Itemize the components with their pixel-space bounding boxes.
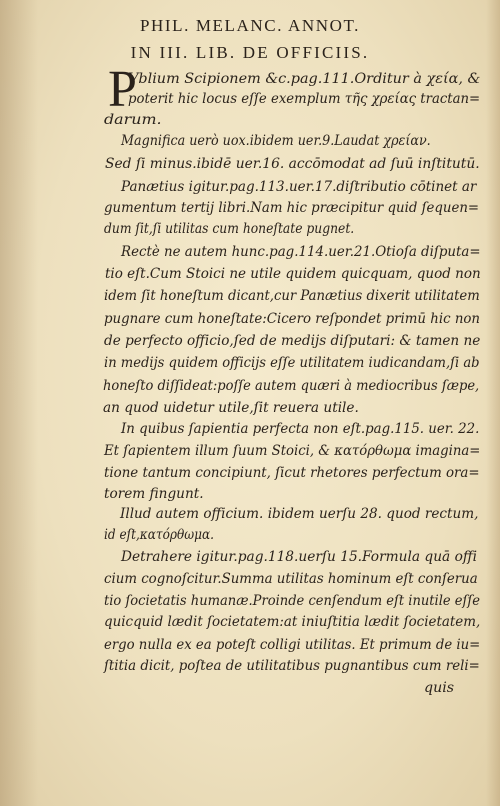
text-line: cium cognoſcitur.Summa utilitas hominum eſt conſerua [104,571,478,587]
text-line: darum. [104,112,162,128]
text-line: tio ſocietatis humanæ.Proinde cenſendum eſt inutile eſſe [104,593,480,609]
text-line: pugnare cum honeſtate:Cicero reſpondet primū hic non [104,311,481,327]
text-line: ergo nulla ex ea poteſt colligi utilitas. Et primum de iu= [104,637,481,653]
text-line: Detrahere igitur.pag.118.uerſu 15.Formula quā offi [121,549,477,565]
text-line: dum ſit,ſi utilitas cum honeſtate pugnet. [104,221,355,237]
text-line: de perfecto officio,ſed de medijs diſputari: & tamen ne [104,333,481,349]
text-line: quicquid lædit ſocietatem:at iniuſtitia lædit ſocietatem, [104,614,481,630]
text-line: in medijs quidem officijs eſſe utilitatem iudicandam,ſi ab [104,355,480,371]
drop-cap: P [108,61,137,118]
text-line: Panætius igitur.pag.113.uer.17.diſtributio cōtinet ar [121,179,477,195]
text-line: tione tantum concipiunt, ſicut rhetores perfectum ora= [104,465,480,481]
text-line: an quod uidetur utile,ſit reuera utile. [103,400,359,416]
text-line: id eſt,κατόρθωμα. [104,527,215,543]
text-line: honeſto diſſideat:poſſe autem quæri à mediocribus ſæpe, [103,378,480,394]
text-line: Magnifica uerò uox.ibidem uer.9.Laudat χρείαν. [121,133,431,149]
text-line: In quibus ſapientia perfecta non eſt.pag.115. uer. 22. [121,421,480,437]
text-line: Vblium Scipionem &c.pag.111.Orditur à χεία, & [128,71,481,87]
section-title: IN III. LIB. DE OFFICIIS. [130,43,370,62]
text-line: torem fingunt. [104,486,204,502]
text-line: idem ſit honeſtum dicant,cur Panætius dixerit utilitatem [104,288,480,304]
page-edge-shadow [486,0,500,806]
spine-shadow [0,0,38,806]
text-line: poterit hic locus eſſe exemplum τῆς χρείας tractan= [128,91,481,107]
text-line: Illud autem officium. ibidem uerſu 28. quod rectum, [120,506,479,522]
text-line: gumentum tertij libri.Nam hic præcipitur quid ſequen= [104,200,480,216]
catchword: quis [424,680,455,696]
text-line: tio eſt.Cum Stoici ne utile quidem quicquam, quod non [105,266,481,282]
text-line: Sed ſi minus.ibidē uer.16. accōmodat ad ſuū inſtitutū. [105,156,480,172]
text-line: Rectè ne autem hunc.pag.114.uer.21.Otioſa diſputa= [121,244,481,260]
running-head: PHIL. MELANC. ANNOT. [139,16,361,35]
text-line: ſtitia dicit, poſtea de utilitatibus pugnantibus cum reli= [104,658,480,674]
text-line: Et ſapientem illum ſuum Stoici, & κατόρθωμα imagina= [104,443,481,459]
